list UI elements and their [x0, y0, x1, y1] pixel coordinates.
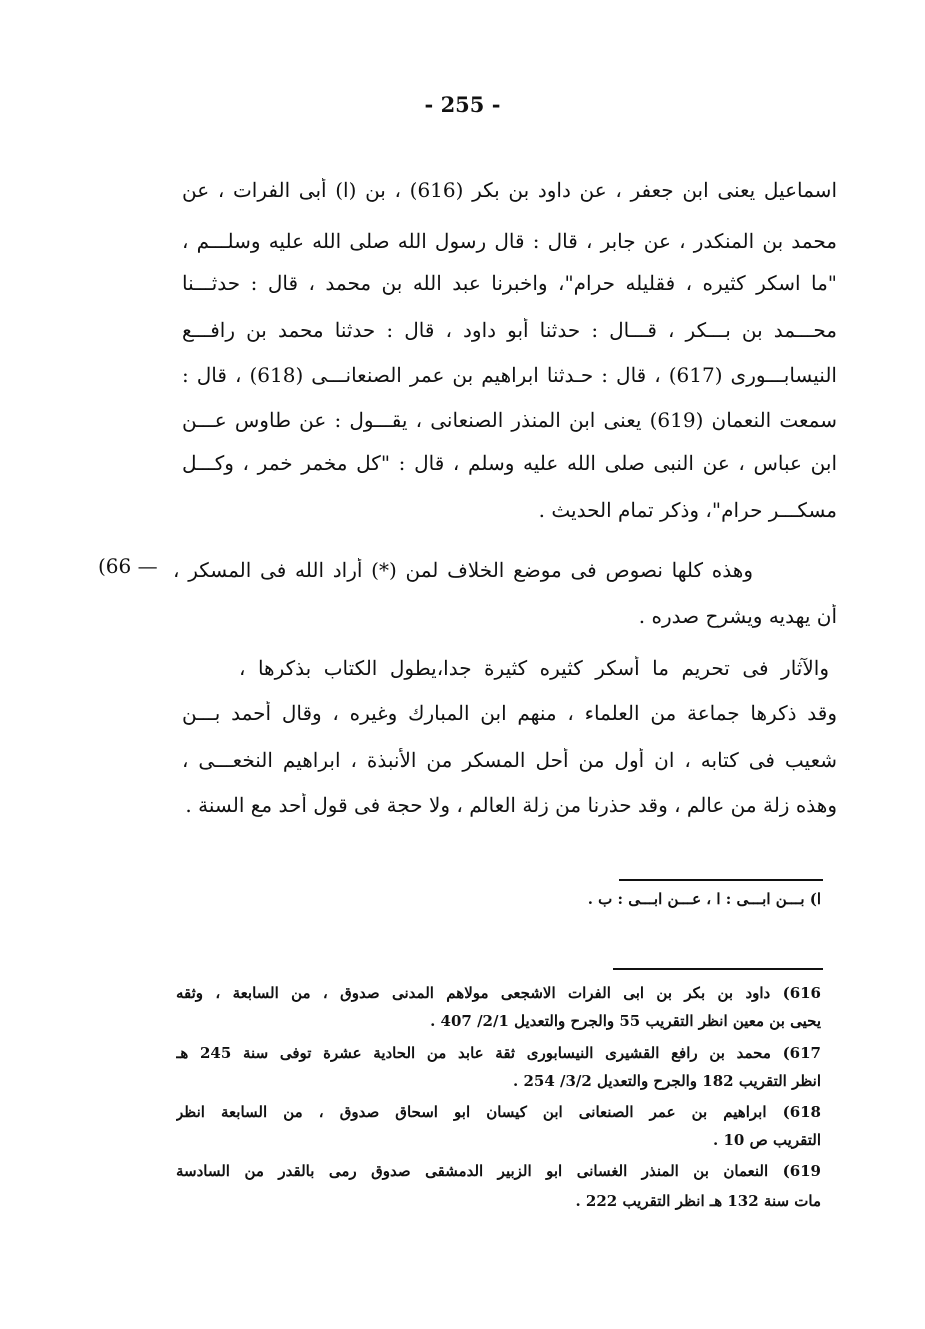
page-number: - 255 - — [424, 92, 501, 117]
text-line: النيسابـــورى (617) ، قال : حـدثنا ابراهيم بن عمر الصنعانـــى (618) ، قال : — [182, 363, 837, 387]
footnote-line: التقريب ص 10 . — [713, 1131, 821, 1149]
text-line: محمد بن المنكدر ، عن جابر ، قال : قال رسول الله صلى الله عليه وسلـــم ، — [182, 229, 837, 253]
footnote-separator — [613, 968, 823, 970]
footnote-line: 616) داود بن بكر بن ابى الفرات الاشجعى مولاهم المدنى صدوق ، من السابعة ، وثقه — [176, 984, 821, 1002]
variant-note: ا) بـــن ابـــى : ا ، عـــن ابـــى : ب . — [587, 890, 821, 908]
footnote-line: يحيى بن معين انظر التقريب 55 والجرح والتعديل 2/1/ 407 . — [430, 1012, 821, 1030]
footnote-line: 617) محمد بن رافع القشيرى النيسابورى ثقة عابد من الحادية عشرة توفى سنة 245 هـ — [176, 1044, 821, 1062]
text-line: وهذه زلة من عالم ، وقد حذرنا من زلة العالم ، ولا حجة فى قول أحد مع السنة . — [185, 793, 837, 817]
text-line: ابن عباس ، عن النبى صلى الله عليه وسلم ، قال : "كل مخمر خمر ، وكـــل — [182, 451, 837, 475]
text-line: مسكـــر حرام"، وذكر تمام الحديث . — [538, 498, 837, 522]
margin-number: (66 — — [98, 554, 158, 578]
footnote-line: 619) النعمان بن المنذر الغسانى ابو الزبير الدمشقى صدوق رمى بالقدر من السادسة — [176, 1162, 821, 1180]
footnote-line: انظر التقريب 182 والجرح والتعديل 3/2/ 254 . — [513, 1072, 821, 1090]
text-line: محـــمد بن بـــكر ، قـــال : حدثنا أبو داود ، قال : حدثنا محمد بن رافـــع — [182, 318, 837, 342]
text-line: شعيب فى كتابه ، ان أول من أحل المسكر من الأنبذة ، ابراهيم النخعـــى ، — [182, 748, 837, 772]
text-line: والآثار فى تحريم ما أسكر كثيره كثيرة جدا،يطول الكتاب بذكرها ، — [239, 656, 829, 680]
text-line: أن يهديه ويشرح صدره . — [638, 604, 837, 628]
text-line: وهذه كلها نصوص فى موضع الخلاف لمن (*) أراد الله فى المسكر ، — [173, 558, 753, 582]
text-line: وقد ذكرها جماعة من العلماء ، منهم ابن المبارك وغيره ، وقال أحمد بـــن — [182, 701, 837, 725]
text-line: "ما اسكر كثيره ، فقليله حرام"، واخبرنا عبد الله بن محمد ، قال : حدثـــنا — [182, 271, 837, 295]
text-line: سمعت النعمان (619) يعنى ابن المنذر الصنعانى ، يقـــول : عن طاوس عـــن — [182, 408, 837, 432]
footnote-line: 618) ابراهيم بن عمر الصنعانى ابن كيسان ابو اسحاق صدوق ، من السابعة انظر — [176, 1103, 821, 1121]
text-line: اسماعيل يعنى ابن جعفر ، عن داود بن بكر (616) ، بن (ا) أبى الفرات ، عن — [182, 178, 837, 202]
footnote-line: مات سنة 132 هـ انظر التقريب 222 . — [575, 1192, 821, 1210]
variant-separator — [619, 879, 823, 881]
